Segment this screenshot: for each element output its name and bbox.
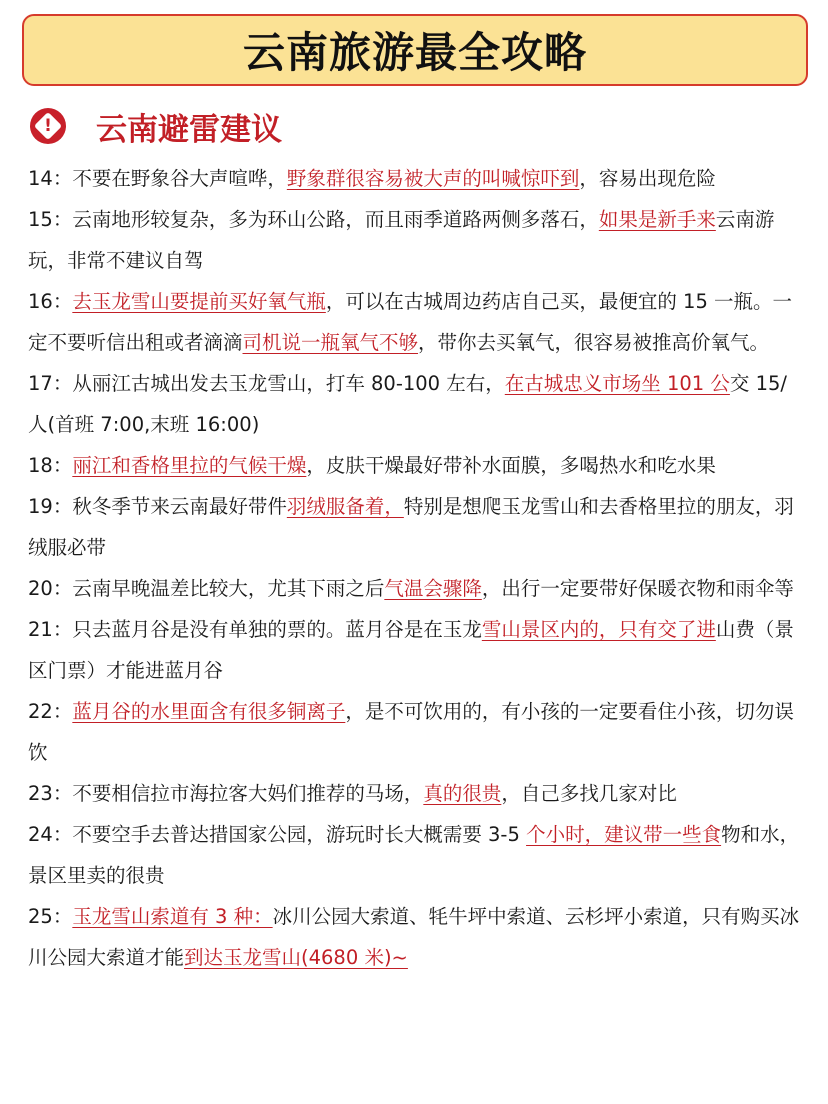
tip-item xyxy=(28,486,804,568)
tip-text: 交 15/人(首班 7:00,末班 16:00) xyxy=(28,372,787,436)
warning-icon: ! xyxy=(30,108,66,144)
tip-text: 特别是想爬玉龙雪山和去香格里拉的朋友，羽绒服必带 xyxy=(28,495,794,559)
tip-item xyxy=(28,568,804,609)
tip-text: 25： xyxy=(28,905,73,928)
tip-text: ，皮肤干燥最好带补水面膜，多喝热水和吃水果 xyxy=(306,454,716,477)
tip-text: ，出行一定要带好保暖衣物和雨伞等 xyxy=(481,577,794,600)
tip-text: 17：从丽江古城出发去玉龙雪山，打车 80-100 左右， xyxy=(28,372,505,395)
tip-text: 冰川公园大索道、牦牛坪中索道、云杉坪小索道，只有购买冰川公园大索道才能 xyxy=(28,905,800,969)
tip-text: 19：秋冬季节来云南最好带件 xyxy=(28,495,287,518)
tip-item xyxy=(28,445,804,486)
tip-text: ，可以在古城周边药店自己买，最便宜的 15 一瓶。一定不要听信出租或者滴滴 xyxy=(28,290,793,354)
tip-item xyxy=(28,609,804,691)
section-title: 云南避雷建议 xyxy=(96,111,282,148)
tip-text: 22： xyxy=(28,700,73,723)
tip-text: 21：只去蓝月谷是没有单独的票的。蓝月谷是在玉龙 xyxy=(28,618,482,641)
tip-text: ，自己多找几家对比 xyxy=(501,782,677,805)
tip-item xyxy=(28,896,804,978)
tip-text: ，带你去买氧气，很容易被推高价氧气。 xyxy=(418,331,770,354)
tip-item xyxy=(28,363,804,445)
tip-item xyxy=(28,158,804,199)
section-header xyxy=(30,103,282,149)
tip-text: 23：不要相信拉市海拉客大妈们推荐的马场， xyxy=(28,782,424,805)
highlight-text: 野象群很容易被大声的叫喊惊吓到 xyxy=(286,167,580,190)
tip-item xyxy=(28,814,804,896)
tip-text: 18： xyxy=(28,454,73,477)
tip-text: 云南游玩，非常不建议自驾 xyxy=(28,208,775,272)
tip-text: 山费（景区门票）才能进蓝月谷 xyxy=(28,618,794,682)
tip-text: 24：不要空手去普达措国家公园，游玩时长大概需要 3-5 xyxy=(28,823,527,846)
title-banner xyxy=(22,14,808,86)
highlight-text: 气温会骤降 xyxy=(384,577,482,600)
highlight-text: 丽江和香格里拉的气候干燥 xyxy=(72,454,307,477)
page-title: 云南旅游最全攻略 xyxy=(242,28,587,77)
tip-item xyxy=(28,773,804,814)
highlight-text: 如果是新手来 xyxy=(598,208,716,231)
tip-text: ，容易出现危险 xyxy=(579,167,716,190)
tips-list xyxy=(28,158,804,978)
tip-item xyxy=(28,199,804,281)
tip-item xyxy=(28,691,804,773)
highlight-text: 羽绒服备着， xyxy=(286,495,404,518)
tip-text: 15：云南地形较复杂，多为环山公路，而且雨季道路两侧多落石， xyxy=(28,208,599,231)
highlight-text: 玉龙雪山索道有 3 种： xyxy=(72,905,273,928)
highlight-text: 雪山景区内的，只有交了进 xyxy=(481,618,716,641)
tip-text: 16： xyxy=(28,290,73,313)
tip-item xyxy=(28,281,804,363)
highlight-text: 真的很贵 xyxy=(423,782,502,805)
highlight-text: 去玉龙雪山要提前买好氧气瓶 xyxy=(72,290,326,313)
tip-text: ，是不可饮用的，有小孩的一定要看住小孩，切勿误饮 xyxy=(28,700,794,764)
highlight-text: 司机说一瓶氧气不够 xyxy=(242,331,419,354)
highlight-text: 在古城忠义市场坐 101 公 xyxy=(504,372,730,395)
highlight-text: 到达玉龙雪山(4680 米)~ xyxy=(184,946,408,969)
highlight-text: 蓝月谷的水里面含有很多铜离子 xyxy=(72,700,346,723)
highlight-text: 个小时，建议带一些食 xyxy=(526,823,722,846)
tip-text: 20：云南早晚温差比较大，尤其下雨之后 xyxy=(28,577,385,600)
tip-text: 物和水，景区里卖的很贵 xyxy=(28,823,800,887)
tip-text: 14：不要在野象谷大声喧哗， xyxy=(28,167,287,190)
